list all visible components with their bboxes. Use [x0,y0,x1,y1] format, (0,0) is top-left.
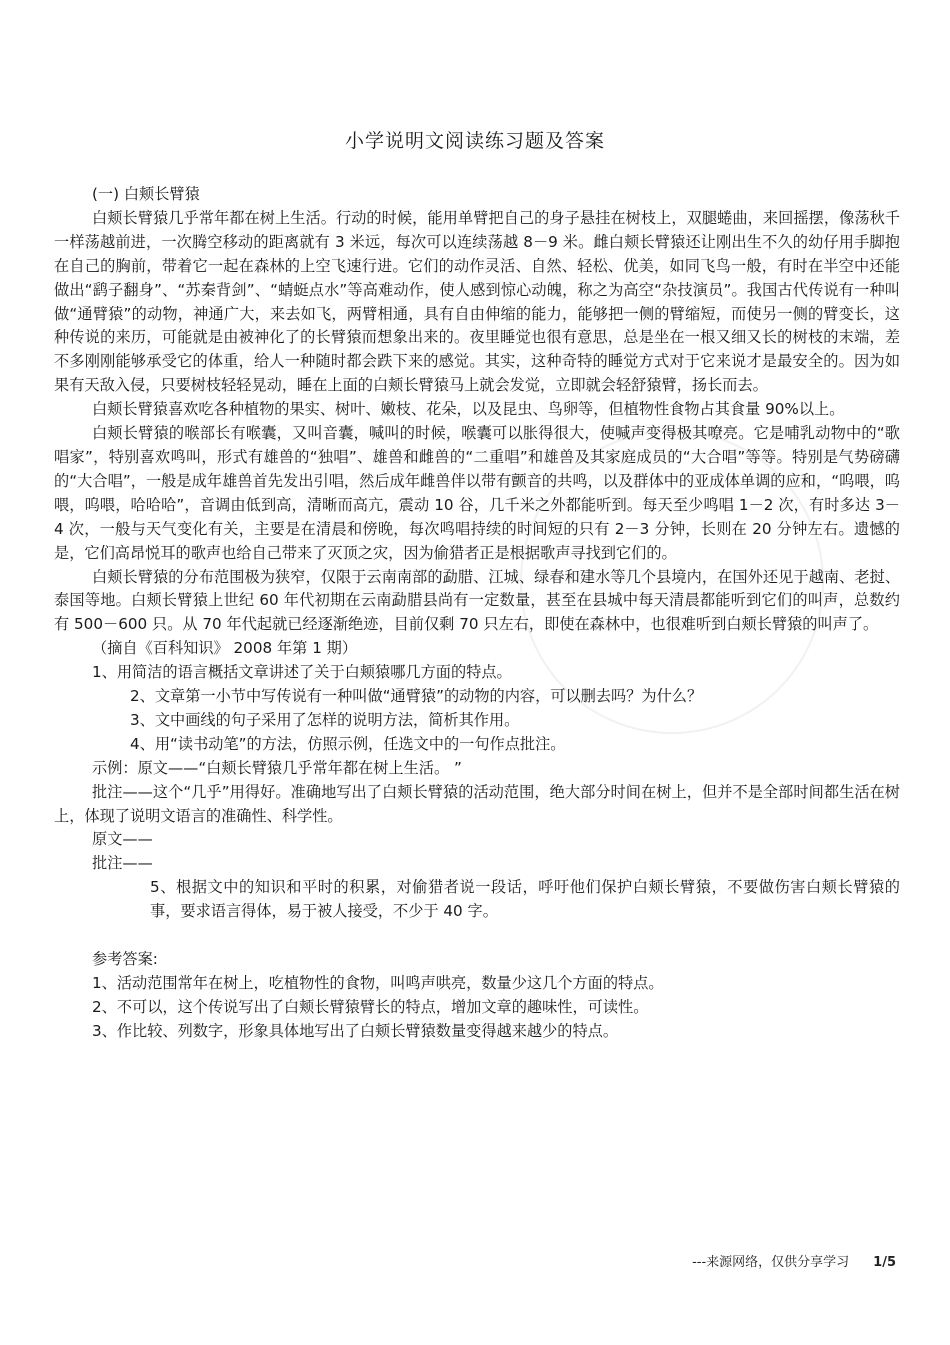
blank-original: 原文—— [92,830,153,849]
answer-2: 2、不可以，这个传说写出了白颊长臂猿臂长的特点，增加文章的趣味性，可读性。 [92,997,649,1016]
paragraph-3: 白颊长臂猿的喉部长有喉囊，又叫音囊，喊叫的时候，喉囊可以胀得很大，使喊声变得极其嘹亮。它是哺乳动物中的“歌唱家”，特别喜欢鸣叫，形式有雄兽的“独唱”、雄兽和雌兽的“二重唱”和雄兽及其家庭成员的“大合唱”等等。特别是气势磅礴的“大合唱”，一般是成年雄兽首先发出引唱，然后成年雌兽伴以带有颤音的共鸣，以及群体中的亚成体单调的应和，“呜喂，呜喂，呜喂，哈哈哈”，音调由低到高，清晰而高亢，震动 10 谷，几千米之外都能听到。每天至少鸣唱 1－2 次，有时多达 3－4 次，一般与天气变化有关，主要是在清晨和傍晚，每次鸣唱持续的时间短的只有 2－3 分钟，长则在 20 分钟左右。遗憾的是，它们高昂悦耳的歌声也给自己带来了灭顶之灾，因为偷猎者正是根据歌声寻找到它们的。 [54,424,900,562]
example-original: 示例：原文——“白颊长臂猿几乎常年都在树上生活。 ” [92,758,462,777]
paragraph-1: 白颊长臂猿几乎常年都在树上生活。行动的时候，能用单臂把自己的身子悬挂在树枝上，双腿蜷曲，来回摇摆，像荡秋千一样荡越前进，一次腾空移动的距离就有 3 米远，每次可以连续荡越 8－9 米。雌白颊长臂猿还让刚出生不久的幼仔用手脚抱在自己的胸前，带着它一起在森林的上空飞速行进。它们的动作灵活、自然、轻松、优美，如同飞鸟一般，有时在半空中还能做出“鹞子翻身”、“苏秦背剑”、“蜻蜓点水”等高难动作，使人感到惊心动魄，称之为高空“杂技演员”。我国古代传说有一种叫做“通臂猿”的动物，神通广大，来去如飞，两臂相通，具有自由伸缩的能力，能够把一侧的臂缩短，而使另一侧的臂变长，这种传说的来历，可能就是由被神化了的长臂猿而想象出来的。夜里睡觉也很有意思，总是坐在一根又细又长的树枝的末端，差不多刚刚能够承受它的体重，给人一种随时都会跌下来的感觉。其实，这种奇特的睡觉方式对于它来说才是最安全的。因为如果有天敌入侵，只要树枝轻轻晃动，睡在上面的白颊长臂猿马上就会发觉，立即就会轻舒猿臂，扬长而去。 [54,208,900,395]
section-heading: (一) 白颊长臂猿 [92,185,200,203]
question-1: 1、用简洁的语言概括文章讲述了关于白颊猿哪几方面的特点。 [92,663,512,682]
page-title: 小学说明文阅读练习题及答案 [344,130,605,152]
question-3: 3、文中画线的句子采用了怎样的说明方法，简析其作用。 [130,710,520,729]
article-body [54,183,900,1044]
page-number: 1/5 [873,1255,896,1270]
blank-annotation: 批注—— [92,854,153,873]
question-2: 2、文章第一小节中写传说有一种叫做“通臂猿”的动物的内容，可以删去吗？为什么？ [130,687,703,706]
answer-1: 1、活动范围常年在树上，吃植物性的食物，叫鸣声哄亮，数量少这几个方面的特点。 [92,974,664,992]
paragraph-4: 白颊长臂猿的分布范围极为狭窄，仅限于云南南部的勐腊、江城、绿春和建水等几个县境内，在国外还见于越南、老挝、泰国等地。白颊长臂猿上世纪 60 年代初期在云南勐腊县尚有一定数量，甚至在县城中每天清晨都能听到它们的叫声，总数约有 500－600 只。从 70 年代起就已经逐渐绝迹，目前仅剩 70 只左右，即使在森林中，也很难听到白颊长臂猿的叫声了。 [54,567,900,634]
footer-source-note: ---来源网络，仅供分享学习 [692,1255,850,1270]
answers-heading: 参考答案: [92,950,158,969]
page-footer [692,1251,896,1270]
source-citation: （摘自《百科知识》 2008 年第 1 期） [92,639,358,658]
answer-3: 3、作比较、列数字，形象具体地写出了白颊长臂猿数量变得越来越少的特点。 [92,1021,619,1040]
example-annotation: 批注——这个“几乎”用得好。准确地写出了白颊长臂猿的活动范围，绝大部分时间在树上，但并不是全部时间都生活在树上，体现了说明文语言的准确性、科学性。 [54,782,900,825]
question-4: 4、用“读书动笔”的方法，仿照示例，任选文中的一句作点批注。 [130,734,566,753]
paragraph-2: 白颊长臂猿喜欢吃各种植物的果实、树叶、嫩枝、花朵，以及昆虫、鸟卵等，但植物性食物占其食量 90%以上。 [92,400,845,419]
question-5: 5、根据文中的知识和平时的积累，对偷猎者说一段话，呼吁他们保护白颊长臂猿，不要做伤害白颊长臂猿的事，要求语言得体，易于被人接受，不少于 40 字。 [150,878,900,921]
